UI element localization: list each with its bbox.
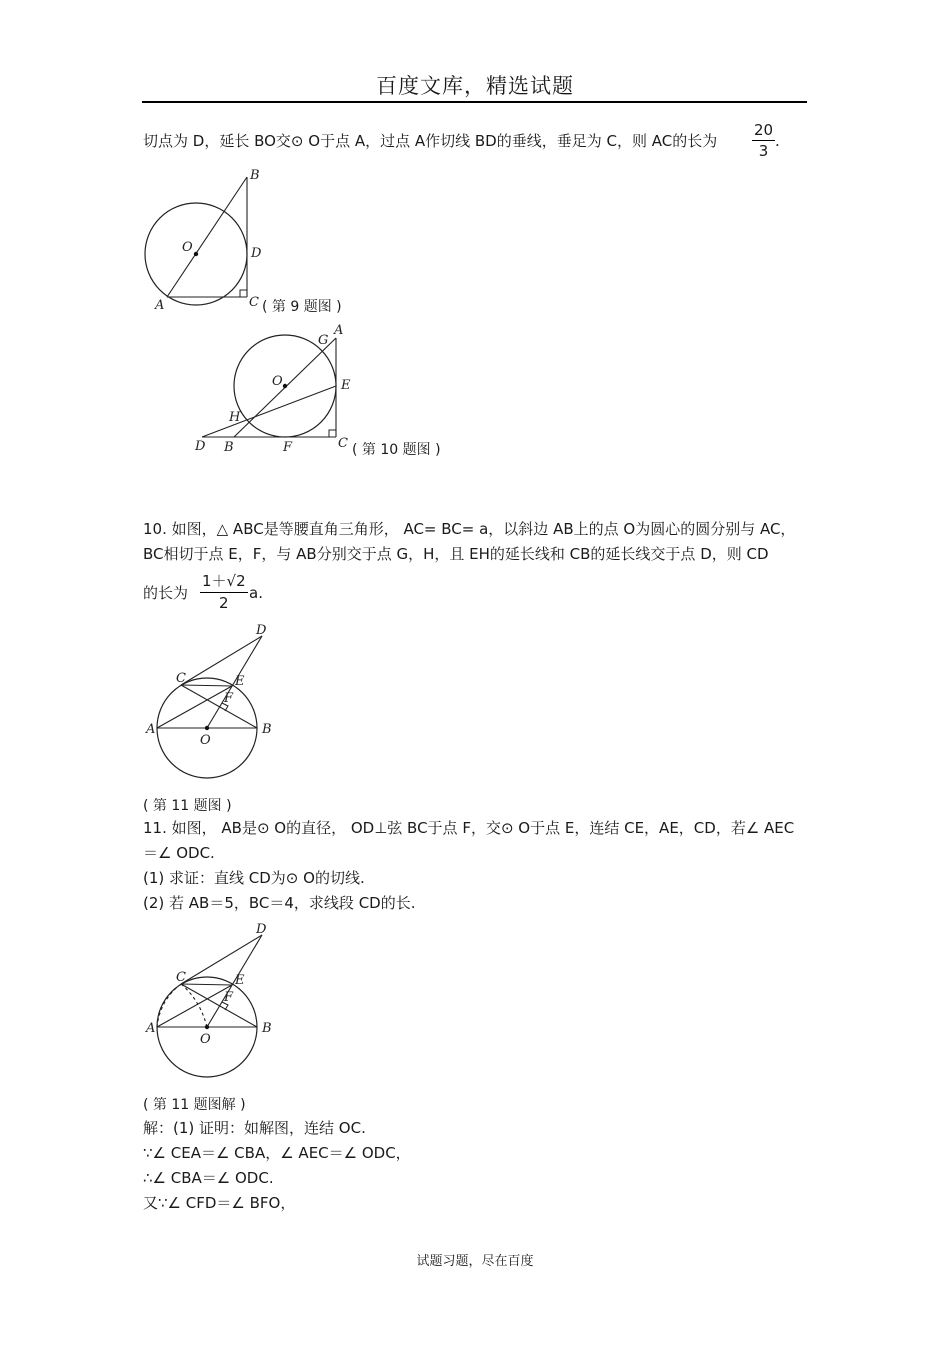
page-header-title: 百度文库，精选试题 — [376, 74, 574, 98]
q11-line-2: ＝∠ ODC. — [143, 844, 215, 862]
fig11-label-d: D — [256, 623, 267, 638]
q10-line-3: 的长为 — [143, 584, 189, 602]
solution-line-4: 又∵∠ CFD＝∠ BFO， — [143, 1194, 296, 1212]
fig9-label-c: C — [249, 295, 259, 310]
fig11s-label-e: E — [235, 973, 245, 988]
q11-part-2: (2) 若 AB＝5，BC＝4，求线段 CD的长. — [143, 894, 416, 912]
q9-answer-numerator: 20 — [754, 121, 774, 139]
fig10-label-f: F — [283, 440, 293, 455]
q10-line-1: 10. 如图，△ ABC是等腰直角三角形， AC= BC= a，以斜边 AB上的点 O为圆心的圆分别与 AC， — [143, 520, 796, 538]
fig11s-center-dot — [205, 1025, 209, 1029]
fig10-label-e: E — [341, 378, 351, 393]
q11-part-1: (1) 求证：直线 CD为⊙ O的切线. — [143, 869, 365, 887]
fig9-label-o: O — [182, 240, 193, 255]
fig11s-label-b: B — [262, 1021, 272, 1036]
fig9-label-b: B — [250, 168, 260, 183]
fig11-label-e: E — [235, 674, 245, 689]
page-footer: 试题习题，尽在百度 — [416, 1254, 534, 1269]
q10-answer-numerator: 1＋√2 — [200, 570, 248, 593]
fig10-label-c: C — [338, 436, 348, 451]
fig11-label-f: F — [224, 691, 234, 706]
fig9-label-d: D — [251, 246, 262, 261]
fig10-label-a: A — [334, 323, 344, 338]
fig11s-line-cd — [181, 935, 262, 984]
q9-period: . — [775, 132, 780, 150]
fig11s-label-f: F — [224, 990, 234, 1005]
q10-answer-denominator: 2 — [219, 594, 229, 612]
fig11s-label-d: D — [256, 922, 267, 937]
fig10-label-h: H — [229, 410, 241, 425]
solution-line-1: 解：(1) 证明：如解图，连结 OC. — [143, 1119, 366, 1137]
q9-text: 切点为 D，延长 BO交⊙ O于点 A，过点 A作切线 BD的垂线，垂足为 C，则 AC的长为 — [143, 132, 718, 150]
fig11-label-b: B — [262, 722, 272, 737]
q9-answer-denominator: 3 — [758, 142, 769, 160]
fig11s-dashed-co — [181, 984, 207, 1027]
solution-line-2: ∵∠ CEA＝∠ CBA，∠ AEC＝∠ ODC， — [143, 1144, 411, 1162]
solution-line-3: ∴∠ CBA＝∠ ODC. — [143, 1169, 274, 1187]
fig10-label-b: B — [224, 440, 234, 455]
q10-answer-suffix: a. — [249, 584, 263, 602]
fig11-label-o: O — [200, 733, 211, 748]
fig10-label-o: O — [272, 374, 283, 389]
fig10-caption: ( 第 10 题图 ) — [352, 442, 441, 458]
fig11s-line-ce — [181, 984, 232, 985]
fig11s-label-o: O — [200, 1032, 211, 1047]
fig11-label-a: A — [146, 722, 156, 737]
fig11-solution-caption: ( 第 11 题图解 ) — [143, 1097, 246, 1113]
fig11-label-c: C — [176, 671, 186, 686]
q11-line-1: 11. 如图， AB是⊙ O的直径， OD⊥弦 BC于点 F，交⊙ O于点 E，连结 CE，AE，CD，若∠ AEC — [143, 819, 795, 837]
fig9-label-a: A — [155, 298, 165, 313]
fig11s-label-a: A — [146, 1021, 156, 1036]
q10-line-2: BC相切于点 E，F，与 AB分别交于点 G，H，且 EH的延长线和 CB的延长线交于点 D，则 CD — [143, 545, 769, 563]
fig11s-label-c: C — [176, 970, 186, 985]
fig9-caption: ( 第 9 题图 ) — [262, 299, 342, 315]
fig11-caption: ( 第 11 题图 ) — [143, 798, 232, 814]
fig10-label-d: D — [195, 439, 206, 454]
fig11s-line-cb — [181, 984, 257, 1027]
fig10-label-g: G — [318, 333, 329, 348]
